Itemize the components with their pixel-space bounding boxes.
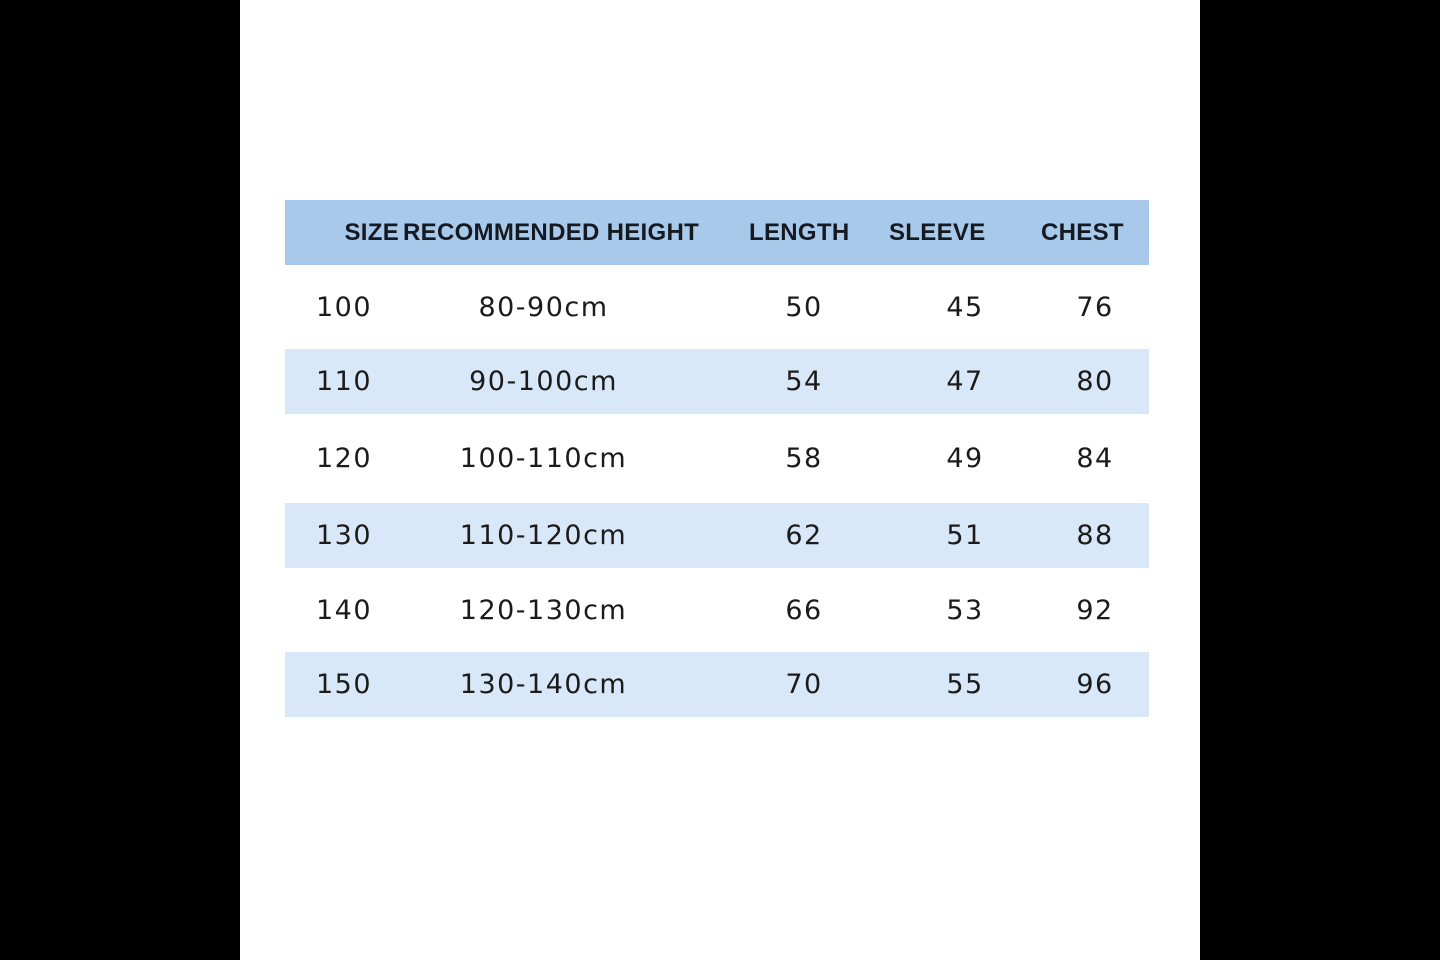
table-row <box>285 265 1149 349</box>
header-sleeve: SLEEVE <box>889 218 986 246</box>
cell-sleeve: 47 <box>946 366 984 397</box>
cell-height: 80-90cm <box>478 291 609 323</box>
cell-length: 58 <box>785 443 823 474</box>
cell-size: 100 <box>316 291 373 323</box>
cell-chest: 88 <box>1076 520 1114 551</box>
cell-sleeve: 53 <box>946 594 984 626</box>
cell-length: 50 <box>785 291 823 323</box>
table-row <box>285 349 1149 414</box>
header-chest: CHEST <box>1041 218 1124 246</box>
cell-sleeve: 55 <box>946 669 984 700</box>
cell-height: 100-110cm <box>459 443 628 474</box>
cell-sleeve: 49 <box>946 443 984 474</box>
cell-chest: 80 <box>1076 366 1114 397</box>
cell-height: 120-130cm <box>459 594 628 626</box>
header-recommended-height: RECOMMENDED HEIGHT <box>403 218 700 246</box>
table-row <box>285 652 1149 717</box>
table-header-row <box>285 200 1149 265</box>
header-length: LENGTH <box>749 218 850 246</box>
header-size: SIZE <box>344 218 399 246</box>
size-chart-page <box>240 0 1200 960</box>
cell-size: 140 <box>316 594 373 626</box>
cell-length: 54 <box>785 366 823 397</box>
cell-length: 70 <box>785 669 823 700</box>
cell-size: 130 <box>316 520 373 551</box>
cell-length: 66 <box>785 594 823 626</box>
table-row <box>285 568 1149 652</box>
cell-chest: 84 <box>1076 443 1114 474</box>
cell-size: 150 <box>316 669 373 700</box>
cell-length: 62 <box>785 520 823 551</box>
cell-chest: 96 <box>1076 669 1114 700</box>
cell-sleeve: 51 <box>946 520 984 551</box>
table-row <box>285 414 1149 503</box>
cell-height: 90-100cm <box>469 366 618 397</box>
cell-sleeve: 45 <box>946 291 984 323</box>
cell-chest: 76 <box>1076 291 1114 323</box>
cell-chest: 92 <box>1076 594 1114 626</box>
table-row <box>285 503 1149 568</box>
cell-height: 130-140cm <box>459 669 628 700</box>
cell-size: 120 <box>316 443 373 474</box>
cell-size: 110 <box>316 366 373 397</box>
size-chart-table <box>285 200 1149 717</box>
cell-height: 110-120cm <box>459 520 628 551</box>
